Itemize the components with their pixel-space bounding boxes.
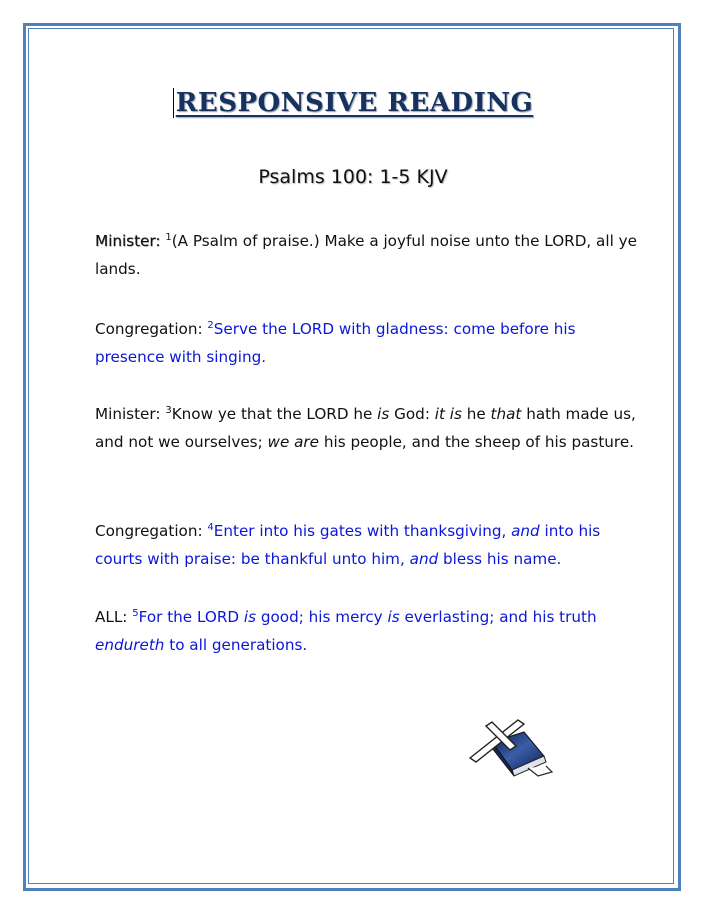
verse-text: bless his name. <box>438 550 562 568</box>
verse-text: God: <box>389 405 435 423</box>
verse-text: good; his mercy <box>256 608 388 626</box>
reading-5 <box>95 603 640 659</box>
verse-text: his people, and the sheep of his pasture. <box>319 433 635 451</box>
speaker-label: Congregation: <box>95 320 203 338</box>
verse-number: 2 <box>207 319 214 331</box>
verse-text: (A Psalm of praise.) Make a joyful noise unto the LORD, all ye lands. <box>95 232 637 278</box>
scripture-reference: Psalms 100: 1-5 KJV <box>258 166 448 188</box>
verse-text-italic: and <box>409 550 439 568</box>
verse-text-italic: it is <box>434 405 462 423</box>
verse-text-italic: is <box>377 405 390 423</box>
verse-text-italic: is <box>243 608 257 626</box>
verse-text-italic: we are <box>267 433 320 451</box>
verse-text: he <box>461 405 491 423</box>
verse-text: everlasting; and his truth <box>399 608 597 626</box>
cross-and-bible-icon <box>462 712 558 784</box>
verse-number: 4 <box>207 521 214 533</box>
verse-text-italic: is <box>387 608 400 626</box>
title-block <box>0 88 706 118</box>
verse-text: Know ye that the LORD he <box>171 405 378 423</box>
speaker-label: ALL: <box>95 608 128 626</box>
reading-4 <box>95 517 640 573</box>
speaker-label: Minister: <box>95 232 161 250</box>
page-title: RESPONSIVE READING <box>173 88 533 118</box>
speaker-label: Minister: <box>95 405 161 423</box>
reading-2 <box>95 315 640 371</box>
verse-number: 1 <box>165 231 172 243</box>
verse-text: Enter into his gates with thanksgiving, <box>213 522 512 540</box>
verse-text-italic: and <box>511 522 540 540</box>
verse-text-italic: that <box>490 405 522 423</box>
speaker-label: Congregation: <box>95 522 203 540</box>
page-border-inner <box>28 28 674 884</box>
verse-text-italic: endureth <box>95 636 165 654</box>
verse-number: 5 <box>132 607 139 619</box>
reading-1 <box>95 227 640 283</box>
verse-text: hath made us, and not we ourselves; <box>95 405 636 451</box>
verse-text: Serve the LORD with gladness: come before his presence with singing. <box>95 320 576 366</box>
verse-text: into his courts with praise: be thankful unto him, <box>95 522 601 568</box>
verse-text: For the LORD <box>138 608 244 626</box>
verse-number: 3 <box>165 404 172 416</box>
reading-3 <box>95 400 640 456</box>
verse-text: to all generations. <box>164 636 308 654</box>
